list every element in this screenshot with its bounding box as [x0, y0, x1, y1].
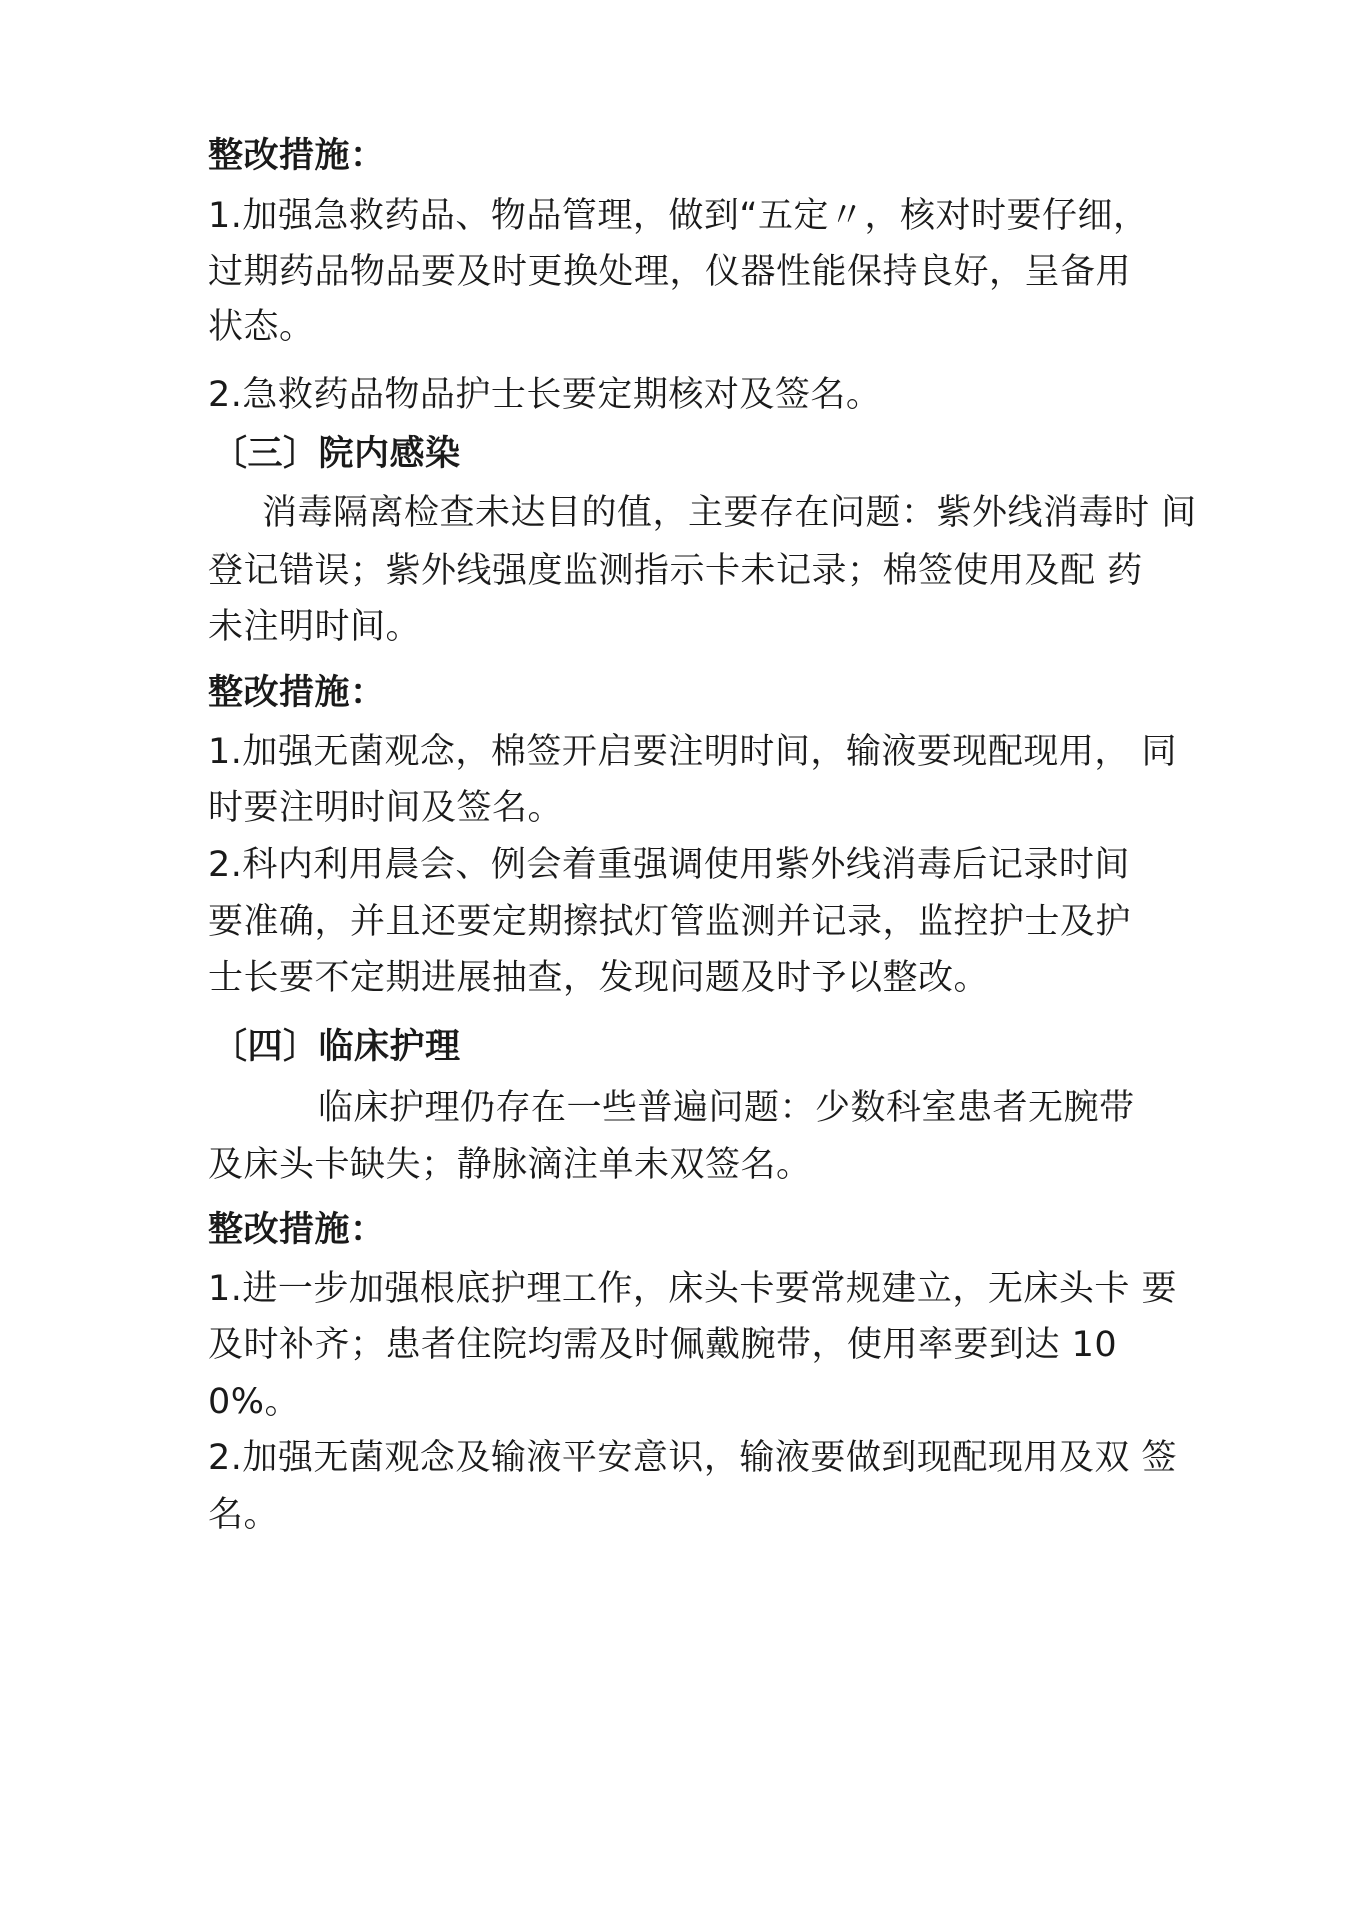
paragraph-line: 及床头卡缺失；静脉滴注单未双签名。	[208, 1145, 812, 1185]
paragraph-line: 要准确，并且还要定期擦拭灯管监测并记录，监控护士及护	[208, 902, 1132, 942]
paragraph-line: 2.急救药品物品护士长要定期核对及签名。	[208, 375, 882, 415]
paragraph-line: 1.进一步加强根底护理工作，床头卡要常规建立，无床头卡 要	[208, 1269, 1178, 1309]
paragraph-line: 名。	[208, 1495, 280, 1535]
paragraph-line: 1.加强急救药品、物品管理，做到“五定〃，核对时要仔细，	[208, 196, 1149, 236]
paragraph-line: 士长要不定期进展抽查，发现问题及时予以整改。	[208, 958, 990, 998]
paragraph-line: 及时补齐；患者住院均需及时佩戴腕带，使用率要到达 10	[208, 1325, 1118, 1365]
heading-rectification-measures: 整改措施：	[208, 1210, 386, 1250]
paragraph-line: 1.加强无菌观念，棉签开启要注明时间，输液要现配现用， 同	[208, 732, 1178, 772]
paragraph-line: 过期药品物品要及时更换处理，仪器性能保持良好，呈备用	[208, 252, 1132, 292]
paragraph-line: 状态。	[208, 307, 315, 347]
heading-rectification-measures: 整改措施：	[208, 673, 386, 713]
section-heading-infection: 〔三〕院内感染	[212, 434, 461, 474]
paragraph-line: 2.加强无菌观念及输液平安意识，输液要做到现配现用及双 签	[208, 1438, 1178, 1478]
paragraph-line: 消毒隔离检查未达目的值，主要存在问题：紫外线消毒时 间	[262, 493, 1197, 533]
heading-rectification-measures: 整改措施：	[208, 136, 386, 176]
paragraph-line: 2.科内利用晨会、例会着重强调使用紫外线消毒后记录时间	[208, 845, 1130, 885]
paragraph-line: 登记错误；紫外线强度监测指示卡未记录；棉签使用及配 药	[208, 551, 1143, 591]
paragraph-line: 未注明时间。	[208, 607, 422, 647]
paragraph-line: 时要注明时间及签名。	[208, 788, 564, 828]
paragraph-line: 0%。	[208, 1382, 301, 1422]
section-heading-clinical-nursing: 〔四〕临床护理	[212, 1027, 461, 1067]
paragraph-line: 临床护理仍存在一些普遍问题：少数科室患者无腕带	[318, 1088, 1135, 1128]
